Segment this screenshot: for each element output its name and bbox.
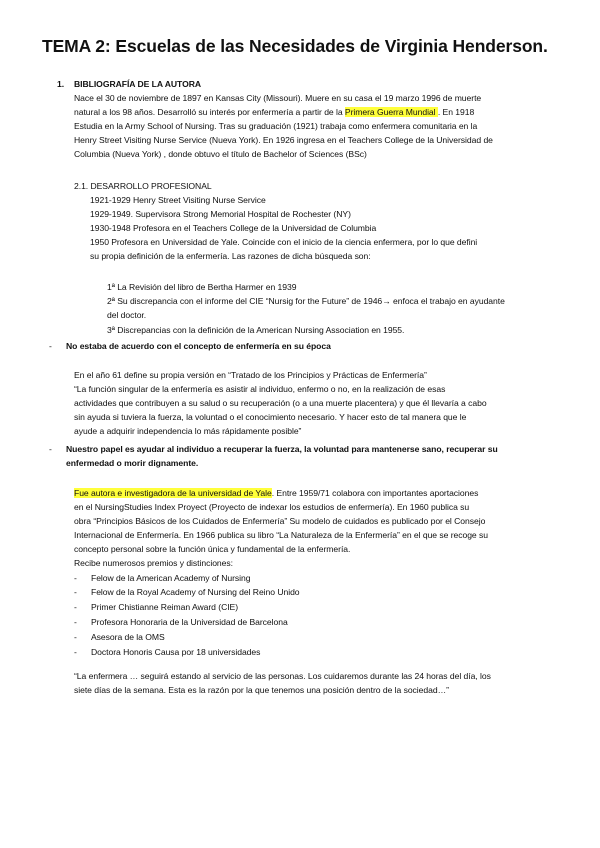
definition-line: actividades que contribuyen a su salud o su recuperación (o a una muerte placentera) y que él llevaría a cabo [74,398,487,408]
career-item: 1921-1929 Henry Street Visiting Nurse Service [90,195,266,205]
subsection-heading-desarrollo: 2.1. DESARROLLO PROFESIONAL [74,181,212,191]
award-item: Primer Chistianne Reiman Award (CIE) [91,602,239,612]
career-item: su propia definición de la enfermería. Las razones de dicha búsqueda son: [90,251,371,261]
award-item: Felow de la American Academy of Nursing [91,573,251,583]
page-title: TEMA 2: Escuelas de las Necesidades de Virginia Henderson. [42,36,548,56]
highlight-primera-guerra: Primera Guerra Mundial [344,107,438,117]
paragraph-line: natural a los 98 años. Desarrolló su interés por enfermería a partir de la Primera Guerra Mundial . En 1918 [74,107,475,117]
bold-statement: enfermedad o morir dignamente. [66,458,199,468]
highlight-yale: Fue autora e investigadora de la universidad de Yale [74,488,272,498]
definition-line: “La función singular de la enfermería es asistir al individuo, enfermo o no, en la realización de esas [74,384,446,394]
bullet-dash: - [74,647,77,657]
definition-line: sin ayuda si tuviera la fuerza, la voluntad o el conocimiento necesario. Y hacer esto de tal manera que le [74,412,467,422]
paragraph-line: Henry Street Visiting Nurse Service (Nueva York). En 1926 ingresa en el Teachers College de la Universidad de [74,135,493,145]
career-item: 1929-1949. Supervisora Strong Memorial Hospital de Rochester (NY) [90,209,351,219]
paragraph-line: concepto personal sobre la función única y fundamental de la enfermería. [74,544,351,554]
bullet-dash: - [49,341,52,351]
paragraph-line: en el NursingStudies Index Proyect (Proyecto de indexar los estudios de enfermería). En 1960 publica su [74,502,470,512]
quote-line: siete días de la semana. Esta es la razón por la que tenemos una posición dentro de la sociedad…” [74,685,449,695]
paragraph-line: obra “Principios Básicos de los Cuidados de Enfermería” Su modelo de cuidados es publicado por el Consejo [74,516,486,526]
reason-item: 3ª Discrepancias con la definición de la American Nursing Association en 1955. [107,325,405,335]
bullet-dash: - [74,617,77,627]
definition-line: ayude a adquirir independencia lo más rápidamente posible” [74,426,302,436]
section-number: 1. [57,79,65,89]
career-item: 1950 Profesora en Universidad de Yale. Coincide con el inicio de la ciencia enfermera, por lo que defini [90,237,478,247]
award-item: Felow de la Royal Academy of Nursing del Reino Unido [91,587,300,597]
bold-statement: No estaba de acuerdo con el concepto de enfermería en su época [66,341,331,351]
award-item: Doctora Honoris Causa por 18 universidades [91,647,261,657]
bullet-dash: - [74,602,77,612]
section-heading-bibliografia: BIBLIOGRAFÍA DE LA AUTORA [74,79,202,89]
bullet-dash: - [74,632,77,642]
paragraph-line: Internacional de Enfermería. En 1966 publica su libro “La Naturaleza de la Enfermería” en el que se recoge su [74,530,488,540]
quote-line: “La enfermera … seguirá estando al servicio de las personas. Los cuidaremos durante las 24 horas del día, los [74,671,491,681]
reason-item: del doctor. [107,310,147,320]
paragraph-line: Estudia en la Army School of Nursing. Tras su graduación (1921) trabaja como enfermera comunitaria en la [74,121,478,131]
paragraph-line: Nace el 30 de noviembre de 1897 en Kansas City (Missouri). Muere en su casa el 19 marzo 1996 de muerte [74,93,482,103]
bold-statement: Nuestro papel es ayudar al individuo a recuperar la fuerza, la voluntad para mantenerse sano, recuperar su [66,444,498,454]
bullet-dash: - [74,573,77,583]
reason-item: 2ª Su discrepancia con el informe del CIE “Nursig for the Future” de 1946→ enfoca el trabajo en ayudante [107,296,505,306]
definition-line: En el año 61 define su propia versión en “Tratado de los Principios y Prácticas de Enfermería” [74,370,427,380]
paragraph-line: Fue autora e investigadora de la universidad de Yale. Entre 1959/71 colabora con importantes aportaciones [74,488,479,498]
paragraph-line: Recibe numerosos premios y distinciones: [74,558,233,568]
paragraph-line: Columbia (Nueva York) , donde obtuvo el título de Bachelor of Sciences (BSc) [74,149,367,159]
bullet-dash: - [74,587,77,597]
award-item: Profesora Honoraria de la Universidad de Barcelona [91,617,288,627]
reason-item: 1ª La Revisión del libro de Bertha Harmer en 1939 [107,282,297,292]
bullet-dash: - [49,444,52,454]
career-item: 1930-1948 Profesora en el Teachers College de la Universidad de Columbia [90,223,377,233]
award-item: Asesora de la OMS [91,632,165,642]
